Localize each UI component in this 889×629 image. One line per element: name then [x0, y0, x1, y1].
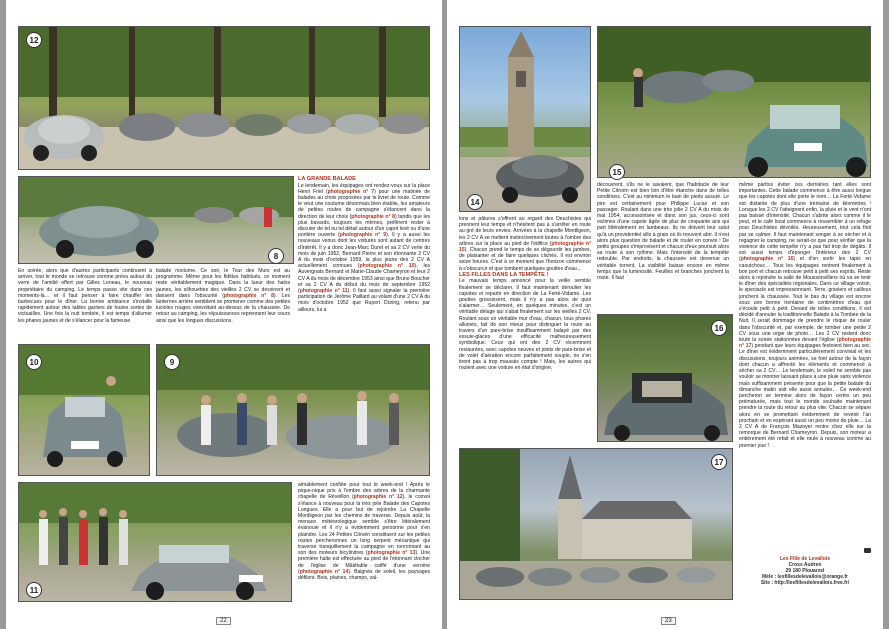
photo-reference: photographie n° 10	[359, 263, 415, 270]
photo-15	[597, 26, 871, 178]
paragraph: découvrent, s'ils ne le savaient, que l'habitacle de leur Petite Citroën est bien loin d'être étanche dans de telles conditions. C'est au minimum le bain de pieds assuré. Le pire est certainement pour Philippe Lucas et son passager. Roulant dans une très jolie 2 CV A du mois de mai 1954, accessoirisée et dans son jus, ceux-ci sont victimes d'une capote âgée de plus de cinquante ans qui part littéralement en lambeaux. Ils ne doivent leur salut qu'à un providentiel sillo à grain où ils trouvent abri. Il n'est alors plus question de balade et de rouler en convoi ! De petits groupes s'improvisent et chacun d'eux poursuit alors sa route à son rythme. Mais l'intensité de la tempête redouble. Par endroits, la chaussée est devenue un véritable torrent. La visibilité baisse encore en même temps que la luminosité. Feuilles et branches jonchent la route. Il faut	[597, 182, 729, 282]
photo-11	[18, 482, 292, 602]
photo-reference: photographie n° 16	[740, 256, 794, 263]
contact-credit	[739, 556, 871, 604]
credit-email[interactable]: Mèle : lesfillesdelevallois@orange.fr	[761, 574, 849, 580]
end-mark-icon	[864, 548, 871, 553]
photo-number-badge: 14	[467, 194, 483, 210]
photo-17-illustration	[460, 449, 733, 600]
photo-number-badge: 15	[609, 164, 625, 180]
paragraph: En soirée, alors que d'autres participants continuent à arriver, tout le monde se retrouve comme prévu autour du verre de l'amitié offert par Gilles Leneau, le nouveau propriétaire du camping. Le temps passe vite dans ces moments-là… et il faut penser à faire chauffer les barbecues pour le dîner. La bonne ambiance s'installe rapidement autour des tables garnies de toutes sortes de victuailles. Une fois la nuit tombée, il est temps d'allumer les phares jaunes et de s'élancer pour la fameuse	[18, 268, 152, 324]
credit-website[interactable]: Site : http://lesfillesdelevallois.free.fr/	[760, 580, 850, 586]
photo-9-illustration	[157, 345, 430, 476]
photo-14	[459, 26, 591, 212]
body-text-column	[597, 182, 729, 308]
credit-name: Cross Audren	[788, 562, 822, 568]
section-heading: LES FILLES DANS LA TEMPÊTE !	[459, 271, 549, 278]
body-text-column	[156, 268, 290, 338]
paragraph: aimablement confiée pour tout le week-end ! Après le pique-nique pris à l'ombre des arbres de la charmante chapelle de Réveillon (photographie n° 12), le convoi s'élance à nouveau pour la très jolie Balade des Capotes Longues. Elle a pour but de rejoindre La Chapelle Montligeon par les chemins de traverse. Depuis août, la menace météorologique semble s'être littéralement évanouie et il n'y a évidemment personne pour s'en plaindre. Les 24 Petites Citroën constituent sur les petites routes percheronnes un long serpent mécanique qui traverse tranquillement la campagne en ronronnant au son des moteurs bicylindres (photographie n° 13). Une première halte est effectuée au pied de l'étonnant clocher de l'église de Mâlétable coiffé d'une verrière (photographie n° 14). Baignés de soleil, les paysages défilent. Bois, plaines, champs, val-	[298, 482, 430, 582]
photo-reference: photographie n° 13	[367, 550, 416, 557]
right-page	[447, 0, 883, 629]
body-text-column	[298, 176, 430, 342]
photo-number-badge: 11	[26, 582, 42, 598]
photo-reference: photographie n° 9	[339, 232, 387, 239]
body-text-column	[18, 268, 152, 338]
paragraph: Le lendemain, les équipages ont rendez-vous sur la place Henri Friel (photographie n° 7) pour une matinée de balades au choix proposées par le livret de route. Comme le veut une coutume désormais bien établie, les amateurs de petites routes de campagne s'élancent dans la direction de leur choix (photographie n° 8) tandis que les plus bavards, toujours les mêmes, préfèrent rester à discuter de tel ou tel détail autour d'un capot levé ou d'une portière ouverte (photographie n° 9). Il y a aussi les nouveaux venus dont les voitures sont autant de centres d'intérêt. Il y a donc Jean-Marc Duret et sa 2 CV verte du mois de juin 1952, Bernard Pierre et son étonnante 2 CV A du mois d'octobre 1959, la plus jeune des 2 CV A actuellement connues (photographie n° 10), les Auvergnats Bernard et Marie-Claude Chameyron et leur 2 CV A du mois de décembre 1953 ainsi que Bruno Boucher et sa 2 CV A du début du mois de septembre 1952 (photographie n° 11). Il faut aussi signaler la première participation de Jérôme Paillard au volant d'une 2 CV A du mois d'octobre 1952 que Rupert Düring, retenu par ailleurs, lui a	[298, 182, 430, 313]
photo-reference: photographie n° 15	[459, 240, 591, 254]
body-text-column	[298, 482, 430, 606]
paragraph: Le mauvais temps annoncé pour la veille semble finalement se déclarer. Il faut maintenant déroulier les capotes et repartir en direction de La Ferté-Vidame. Les gouttes grossissent, mais il n'y a pas alors de quoi s'alarmer… Seulement, en quelques minutes, c'est un véritable déluge qui s'abat finalement sur les vieilles 2 CV. Roulant sous un véritable mur d'eau, chacun, tous phares allumés, fait de son mieux pour distinguer la route au travers d'un pare-brise insuffisamment balayé par des essuie-glaces d'une efficacité malheureusement symbolique. Ceux qui ont des 2 CV récemment restaurées, avec capotes neuves et joints de pare-brise et de volet d'aération encore parfaitement souple, ne s'en tirent pas à trop mauvais compte ! Mais, les autres qui roulent avec une voiture en état d'origine,	[459, 278, 591, 372]
photo-reference: photographie n° 14	[299, 568, 349, 575]
photo-9	[156, 344, 430, 476]
photo-number-badge: 8	[268, 248, 284, 264]
photo-17	[459, 448, 733, 600]
photo-11-illustration	[19, 483, 292, 602]
photo-15-illustration	[598, 27, 871, 178]
photo-14-illustration	[460, 27, 591, 212]
photo-8	[18, 176, 294, 264]
photo-number-badge: 16	[711, 320, 727, 336]
credit-org: Les Fille de Levallois	[779, 556, 831, 562]
photo-number-badge: 9	[164, 354, 180, 370]
photo-reference: photographie n° 8	[351, 213, 395, 220]
photo-number-badge: 17	[711, 454, 727, 470]
paragraph: balade nocturne. Ce soir, le Tour des Murs est au programme. Même pour les fidèles habitués, ce moment reste véritablement magique. Dans la lueur des halos jaunes, les silhouettes des vieilles 2 CV se dessinent et dansent dans l'obscurité (photographie n° 8). Les lanternes arrière semblent se promener comme des petites lucioles rouges virevoltant au-dessus de la chaussée. De retour au camping, les réjouissances reprennent leur cours ainsi que les longues discussions.	[156, 268, 290, 324]
photo-8-illustration	[19, 177, 294, 264]
photo-12-illustration	[19, 27, 430, 170]
photo-reference: photographie n° 7	[327, 188, 375, 195]
photo-reference: photographie n° 11	[299, 288, 348, 295]
photo-reference: photographie n° 17	[739, 337, 871, 350]
body-text-column	[739, 182, 871, 552]
paragraph: même parfois éviter ces dernières tant elles sont importantes. Cette balade commence à être aussi longue que les capotes dont elle porte le nom… La Ferté-Vidame est distante de plus d'une trentaine de kilomètres ! Lorsque les 2 CV l'atteignent enfin, la pluie et le vent n'ont pas baissé d'intensité. Chacun s'abrite alors comme il le peut, et le café local commence à ressembler à un refuge pour Deuchistes dévoilés. Heureusement, tout cela finit par se calmer. Il faut maintenant songer à se sécher et à regagner le camping, ne serait-ce que pour vérifier que la violence de cette tempête n'y a pas fait trop de dégâts. Il est aussi temps d'éponger l'intérieur des 2 CV (photographie n° 16) et d'en sortir les tapis en caoutchouc… Tous les équipages rentrent finalement à bon port et chacun retrouve petit à petit ses esprits. Reste alors à rejoindre la salle de Moussonvilliers où va se tenir le dîner des spécialités régionales. Dans ce village voisin, le spectacle est impressionnant. Terre, graviers et cailloux jonchent la chaussée. Tout le bas du village est encore sous une bonne trentaine de centimètres d'eau qui s'écoule petit à petit. Devant de telles conditions, il est décidé d'annuler la traditionnelle Balade à la Tombée de la Nuit. Il serait dommage de prendre le risque de rouler dans l'obscurité et, par exemple, de tomber une petite 2 CV sous une orgie de photo… Les 2 CV restent donc toute la soirée stationnées devant l'église (photographie n° 17) pendant que leurs équipages festoient bien au sec. Le dîner est évidemment particulièrement convivial et les discussions, toujours animées, se font autour de la façon dont chacun a affronté les éléments et commencé à sécher sa 2 CV… Le lendemain, le soleil ne semble pas vouloir se montrer laissant place à une pluie sans violence mais suffisamment présente pour que la petite balade du dimanche matin soit elle aussi annulée… Ce week-end percheron se termine alors de façon certes un peu prématurée, mais tout le monde souhaite maintenant prendre la route du retour au plus vite. Chacun se sépare alors en se promettant évidemment de revenir l'an prochain et en espérant aussi un peu moins de pluie… La 2 CV A de François Mazoyer rentre chez elle sur la remorque de Bernard Chameyron. Depuis, son moteur a entièrement été refait et elle roule à nouveau comme au premier jour !	[739, 182, 871, 449]
photo-number-badge: 10	[26, 354, 42, 370]
page-number: 22	[216, 617, 231, 625]
photo-16-illustration	[598, 315, 733, 442]
left-page	[6, 0, 442, 629]
paragraph: lons et pâtures s'offrent au regard des Deuchistes qui prennent leur temps et n'hésitent pas à s'arrêter en route au gré de leurs envies. Arrivées à la chapelle Montligeon, les 2 CV A se mettent instinctivement toutes à l'ombre des arbres sur la place au pied de l'édifice (photographie n° 15). Chacun prend le temps de se dégourdir les jambes, de plaisanter et de faire quelques clichés. Il est environ seize heures. C'est à ce moment que l'horizon commence à s'obscurcir et que tombent quelques gouttes d'eau…	[459, 216, 591, 272]
section-heading: LA GRANDE BALADE	[298, 176, 356, 182]
photo-reference: photographie n° 12	[353, 494, 403, 501]
body-text-column	[459, 216, 591, 456]
photo-reference: photographie n° 8	[223, 292, 274, 299]
page-number: 23	[661, 617, 676, 625]
credit-address: 29 180 Plouarzel	[785, 568, 825, 574]
photo-12	[18, 26, 430, 170]
photo-number-badge: 12	[26, 32, 42, 48]
